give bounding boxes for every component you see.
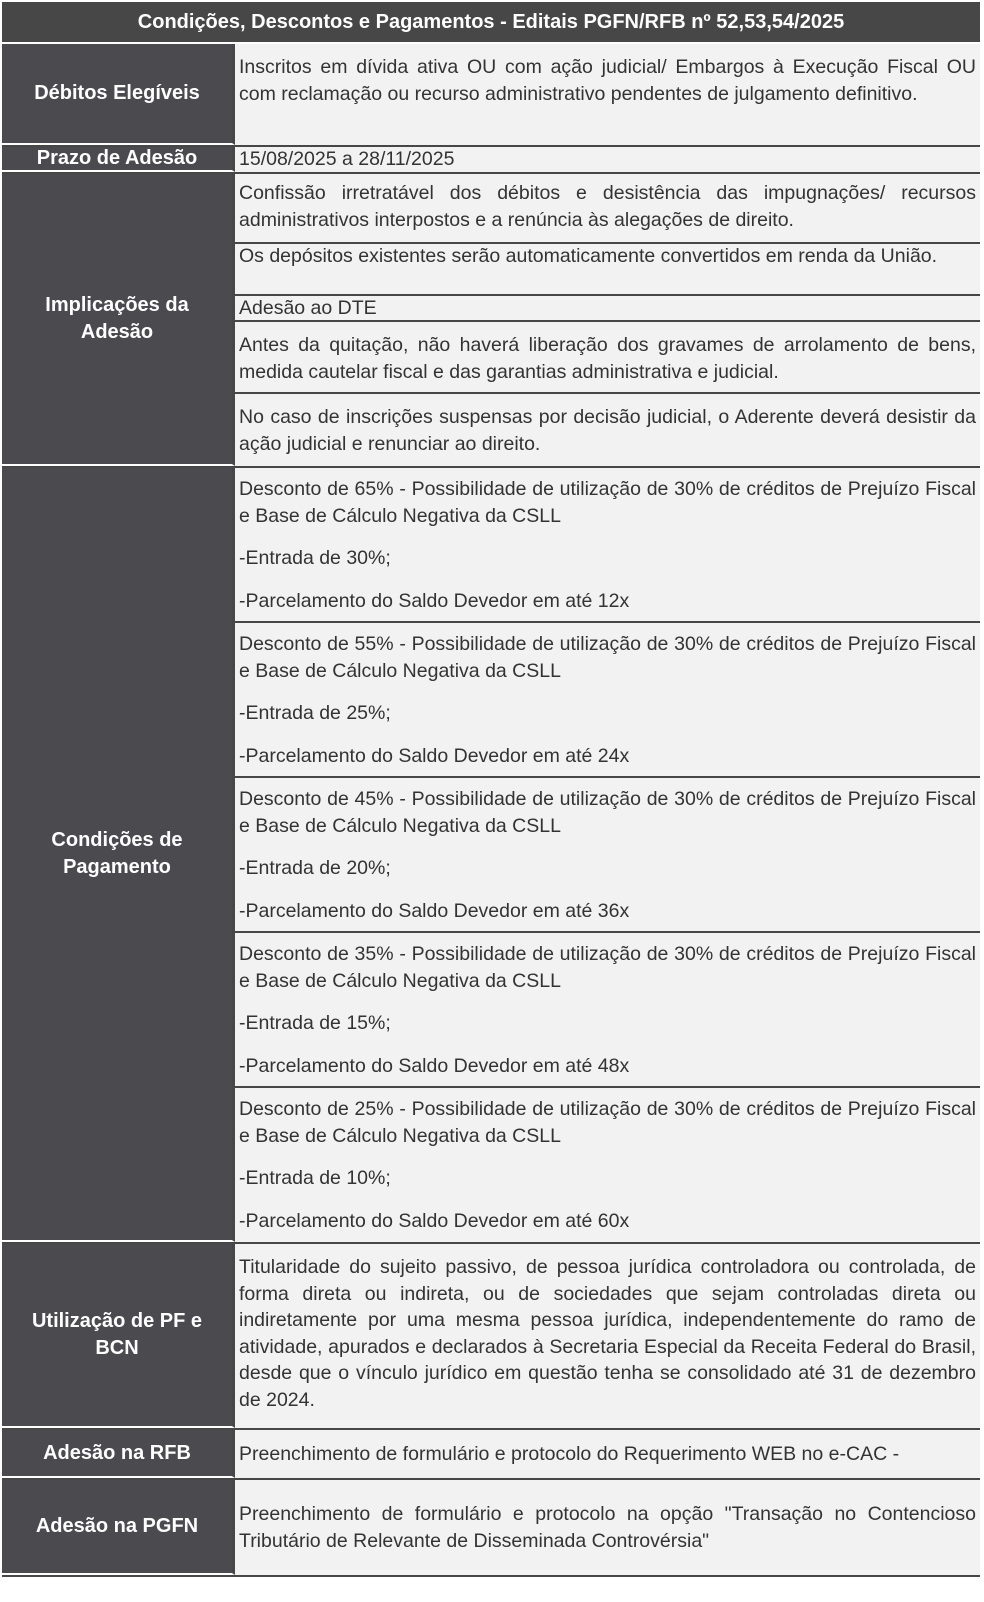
prazo-text: 15/08/2025 a 28/11/2025 [239,148,455,170]
debitos-text: Inscritos em dívida ativa OU com ação judicial/ Embargos à Execução Fiscal OU com reclamação ou recurso administrativo pendentes de julgamento definitivo. [239,56,976,105]
entrada-text: -Entrada de 10%; [239,1167,391,1189]
entrada-text: -Entrada de 15%; [239,1012,391,1034]
row-label: Adesão na RFB [2,1430,235,1478]
row-debitos-elegiveis [2,44,980,147]
table-title: Condições, Descontos e Pagamentos - Editais PGFN/RFB nº 52,53,54/2025 [2,2,980,44]
row-adesao-rfb [2,1430,980,1480]
row-text [235,44,980,145]
entrada-text: -Entrada de 25%; [239,702,391,724]
list-item [235,174,980,244]
row-label: Adesão na PGFN [2,1480,235,1575]
item-text: Os depósitos existentes serão automaticamente convertidos em renda da União. [239,245,938,267]
pgfn-text: Preenchimento de formulário e protocolo na opção "Transação no Contencioso Tributário de Relevante de Disseminada Controvérsia" [239,1503,976,1552]
row-implicacoes [2,174,980,468]
entrada-text: -Entrada de 30%; [239,547,391,569]
item-text: Adesão ao DTE [239,297,377,319]
payment-option [235,468,980,623]
row-label: Utilização de PF e BCN [2,1244,235,1428]
desconto-text: Desconto de 65% - Possibilidade de utilização de 30% de créditos de Prejuízo Fiscal e Base de Cálculo Negativa da CSLL [239,478,976,527]
conditions-table [2,2,980,1577]
parcelamento-text: -Parcelamento do Saldo Devedor em até 36x [239,899,630,922]
item-text: Confissão irretratável dos débitos e desistência das impugnações/ recursos administrativos interpostos e a renúncia às alegações de direito. [239,182,976,231]
payment-option [235,623,980,778]
payment-option [235,933,980,1088]
row-text [235,1480,980,1575]
desconto-text: Desconto de 25% - Possibilidade de utilização de 30% de créditos de Prejuízo Fiscal e Base de Cálculo Negativa da CSLL [239,1098,976,1147]
row-utilizacao-pf-bcn [2,1244,980,1430]
utilizacao-text: Titularidade do sujeito passivo, de pessoa jurídica controladora ou controlada, de forma direta ou indireta, ou de sociedades que sejam controladas direta ou indiretamente por uma mesma pessoa jurídica, independentemente do ramo de atividade, apurados e declarados à Secretaria Especial da Receita Federal do Brasil, desde que o vínculo jurídico em questão tenha se consolidado até 31 de dezembro de 2024. [239,1256,976,1411]
desconto-text: Desconto de 45% - Possibilidade de utilização de 30% de créditos de Prejuízo Fiscal e Base de Cálculo Negativa da CSLL [239,788,976,837]
parcelamento-text: -Parcelamento do Saldo Devedor em até 48x [239,1054,630,1077]
item-text: Antes da quitação, não haverá liberação dos gravames de arrolamento de bens, medida cautelar fiscal e das garantias administrativa e judicial. [239,334,976,383]
row-adesao-pgfn [2,1480,980,1577]
row-label: Prazo de Adesão [2,147,235,172]
list-item [235,322,980,394]
list-item [235,244,980,296]
row-text [235,147,980,172]
row-prazo-adesao [2,147,980,174]
payment-option [235,778,980,933]
desconto-text: Desconto de 35% - Possibilidade de utilização de 30% de créditos de Prejuízo Fiscal e Base de Cálculo Negativa da CSLL [239,943,976,992]
row-label: Débitos Elegíveis [2,44,235,145]
desconto-text: Desconto de 55% - Possibilidade de utilização de 30% de créditos de Prejuízo Fiscal e Base de Cálculo Negativa da CSLL [239,633,976,682]
row-text [235,1430,980,1478]
row-text [235,1244,980,1428]
row-condicoes-pagamento [2,468,980,1244]
list-item [235,394,980,466]
rfb-text: Preenchimento de formulário e protocolo do Requerimento WEB no e-CAC - [239,1442,900,1465]
parcelamento-text: -Parcelamento do Saldo Devedor em até 24x [239,744,630,767]
parcelamento-text: -Parcelamento do Saldo Devedor em até 60x [239,1209,630,1232]
parcelamento-text: -Parcelamento do Saldo Devedor em até 12x [239,589,630,612]
row-label: Implicações da Adesão [2,174,235,466]
row-label: Condições de Pagamento [2,468,235,1242]
payment-option [235,1088,980,1242]
entrada-text: -Entrada de 20%; [239,857,391,879]
item-text: No caso de inscrições suspensas por decisão judicial, o Aderente deverá desistir da ação judicial e renunciar ao direito. [239,406,976,455]
list-item [235,296,980,322]
